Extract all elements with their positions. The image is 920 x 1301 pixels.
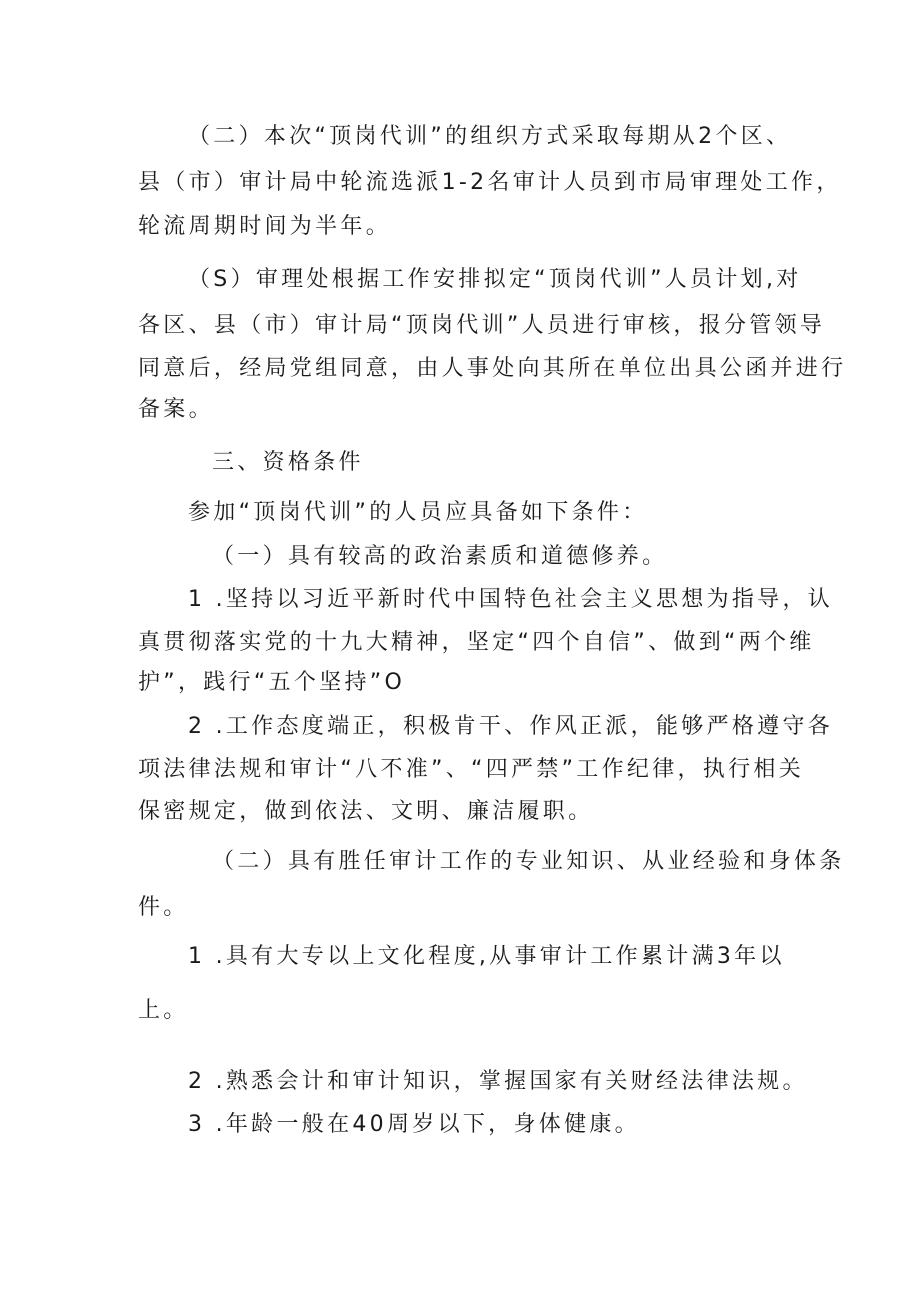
paragraph-line: 县（市）审计局中轮流选派1-2名审计人员到市局审理处工作，	[138, 170, 842, 195]
list-item-line: 3 .年龄一般在40周岁以下，身体健康。	[188, 1112, 640, 1137]
paragraph-line: 参加“顶岗代训”的人员应具备如下条件：	[188, 500, 648, 525]
list-item-line: 2 .熟悉会计和审计知识，掌握国家有关财经法律法规。	[188, 1069, 808, 1094]
list-item-line: 保密规定，做到依法、文明、廉洁履职。	[138, 799, 594, 824]
list-item-line: 项法律法规和审计“八不准”、“四严禁”工作纪律，执行相关	[138, 757, 804, 782]
subheading: （一）具有较高的政治素质和道德修养。	[212, 544, 668, 569]
list-item-line: 上。	[138, 998, 189, 1023]
paragraph-line: 备案。	[138, 397, 214, 422]
section-heading: 三、资格条件	[212, 450, 364, 475]
paragraph-line: 轮流周期时间为半年。	[138, 214, 392, 239]
list-item-line: 2 .工作态度端正，积极肯干、作风正派，能够严格遵守各	[188, 714, 834, 739]
subheading: （二）具有胜任审计工作的专业知识、从业经验和身体条	[212, 849, 845, 874]
paragraph-line: 同意后，经局党组同意，由人事处向其所在单位出具公函并进行	[138, 356, 847, 381]
list-item-line: 真贯彻落实党的十九大精神，坚定“四个自信”、做到“两个维	[138, 630, 815, 655]
paragraph-line: （二）本次“顶岗代训”的组织方式采取每期从2个区、	[188, 124, 792, 149]
list-item-line: 1 .坚持以习近平新时代中国特色社会主义思想为指导，认	[188, 587, 834, 612]
subheading: 件。	[138, 895, 189, 920]
list-item-line: 护”，践行“五个坚持”O	[138, 670, 406, 695]
paragraph-line: 各区、县（市）审计局“顶岗代训”人员进行审核，报分管领导	[138, 313, 826, 338]
list-item-line: 1 .具有大专以上文化程度,从事审计工作累计满3年以	[188, 944, 785, 969]
paragraph-line: （S）审理处根据工作安排拟定“顶岗代训”人员计划,对	[188, 267, 802, 292]
